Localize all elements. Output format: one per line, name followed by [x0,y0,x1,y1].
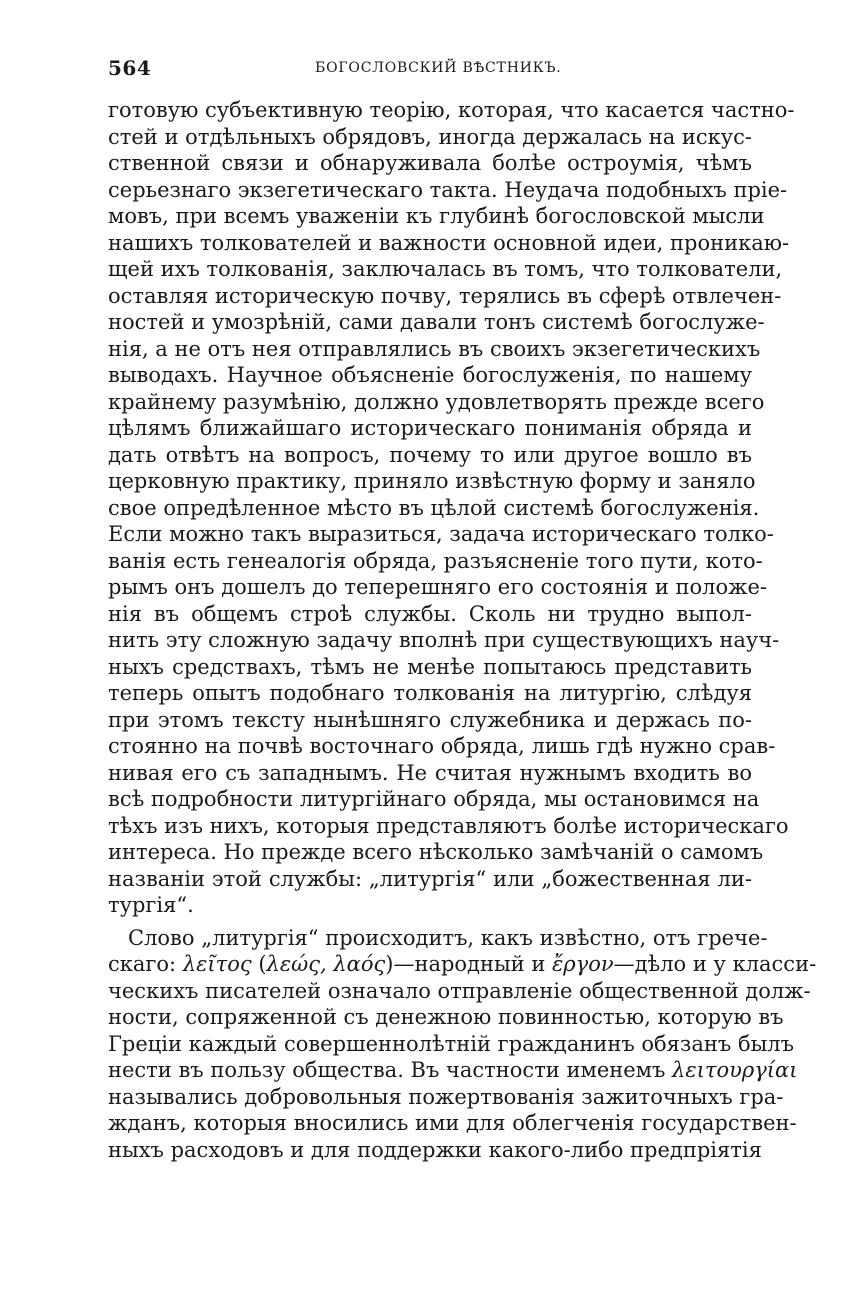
text-line: нія въ общемъ строѣ службы. Сколь ни трудно выпол- [108,601,752,626]
text-line: названіи этой службы: „литургія“ или „божественная ли- [108,866,752,891]
text-line: рымъ онъ дошелъ до теперешняго его состоянія и положе- [108,575,767,599]
greek-word: λεῖτος [182,952,252,976]
text-line: теперь опытъ подобнаго толкованія на литургію, слѣдуя [108,681,752,705]
text-line: нести въ пользу общества. Въ частности именемъ λειτουργίαι [108,1058,798,1082]
text-line: тѣхъ изъ нихъ, которыя представляютъ болѣе историческаго [108,813,789,838]
text-line: оставляя историческую почву, терялись въ сферѣ отвлечен- [108,283,782,308]
text-line: Греціи каждый совершеннолѣтній гражданинъ обязанъ былъ [108,1031,794,1056]
greek-word: ἔργον [552,952,614,976]
text-line: интереса. Но прежде всего нѣсколько замѣчаній о самомъ [108,840,764,864]
text-line: мовъ, при всемъ уваженіи къ глубинѣ богословской мысли [108,204,765,228]
page-number: 564 [108,56,152,80]
body-text [108,97,817,1163]
text-line: Если можно такъ выразиться, задача историческаго толко- [108,522,774,546]
text-line: нить эту сложную задачу вполнѣ при существующихъ науч- [108,628,780,652]
text-line: готовую субъективную теорію, которая, что касается частно- [108,98,795,122]
text-line: жданъ, которыя вносились ими для облегченія государствен- [108,1111,797,1135]
text-line: ныхъ средствахъ, тѣмъ не менѣе попытаюсь представить [108,654,752,679]
text-line: Слово „литургія“ происходитъ, какъ извѣстно, отъ грече- [128,925,768,950]
greek-word: λεώς, λαός [266,952,386,976]
text-line: дать отвѣтъ на вопросъ, почему то или другое вошло въ [108,442,752,467]
text-line: ческихъ писателей означало отправленіе общественной долж- [108,978,811,1003]
paragraph-1 [108,97,795,919]
text-line: стей и отдѣльныхъ обрядовъ, иногда держалась на искус- [108,124,752,149]
text-line: крайнему разумѣнію, должно удовлетворять прежде всего [108,389,765,414]
text-line: ственной связи и обнаруживала болѣе остроумія, чѣмъ [108,151,752,175]
text-line: нія, а не отъ нея отправлялись въ своихъ экзегетическихъ [108,336,761,361]
text-line: ванія есть генеалогія обряда, разъясненіе того пути, кото- [108,548,763,573]
text-line: стоянно на почвѣ восточнаго обряда, лишь гдѣ нужно срав- [108,734,776,758]
text-line: при этомъ тексту нынѣшняго служебника и держась по- [108,707,752,732]
text-line: выводахъ. Научное объясненіе богослуженія, по нашему [108,363,752,387]
text-line: свое опредѣленное мѣсто въ цѣлой системѣ богослуженія. [108,495,760,520]
text-line: ныхъ расходовъ и для поддержки какого-либо предпріятія [108,1137,762,1162]
text-line: щей ихъ толкованія, заключалась въ томъ, что толкователи, [108,257,783,281]
text-line: тургія“. [108,893,194,917]
greek-word: λειτουργίαι [672,1058,798,1082]
text-line: скаго: λεῖτος (λεώς, λαός)—народный и ἔργον—дѣло и у класси- [108,952,817,976]
running-title: БОГОСЛОВСКИЙ ВѢСТНИКЪ. [315,60,562,76]
paragraph-2 [108,925,817,1164]
text-line: нашихъ толкователей и важности основной идеи, проникаю- [108,230,790,255]
text-line: церковную практику, приняло извѣстную форму и заняло [108,469,756,493]
text-line: серьезнаго экзегетическаго такта. Неудача подобныхъ пріе- [108,177,788,202]
text-line: всѣ подробности литургійнаго обряда, мы остановимся на [108,787,760,811]
text-line: ностей и умозрѣній, сами давали тонъ системѣ богослуже- [108,310,765,334]
text-line: нивая его съ западнымъ. Не считая нужнымъ входить во [108,760,752,785]
text-line: цѣлямъ ближайшаго историческаго пониманія обряда и [108,416,752,440]
text-line: назывались добровольныя пожертвованія зажиточныхъ гра- [108,1084,784,1109]
text-line: ности, сопряженной съ денежною повинностью, которую въ [108,1005,784,1029]
page-header [108,56,750,86]
